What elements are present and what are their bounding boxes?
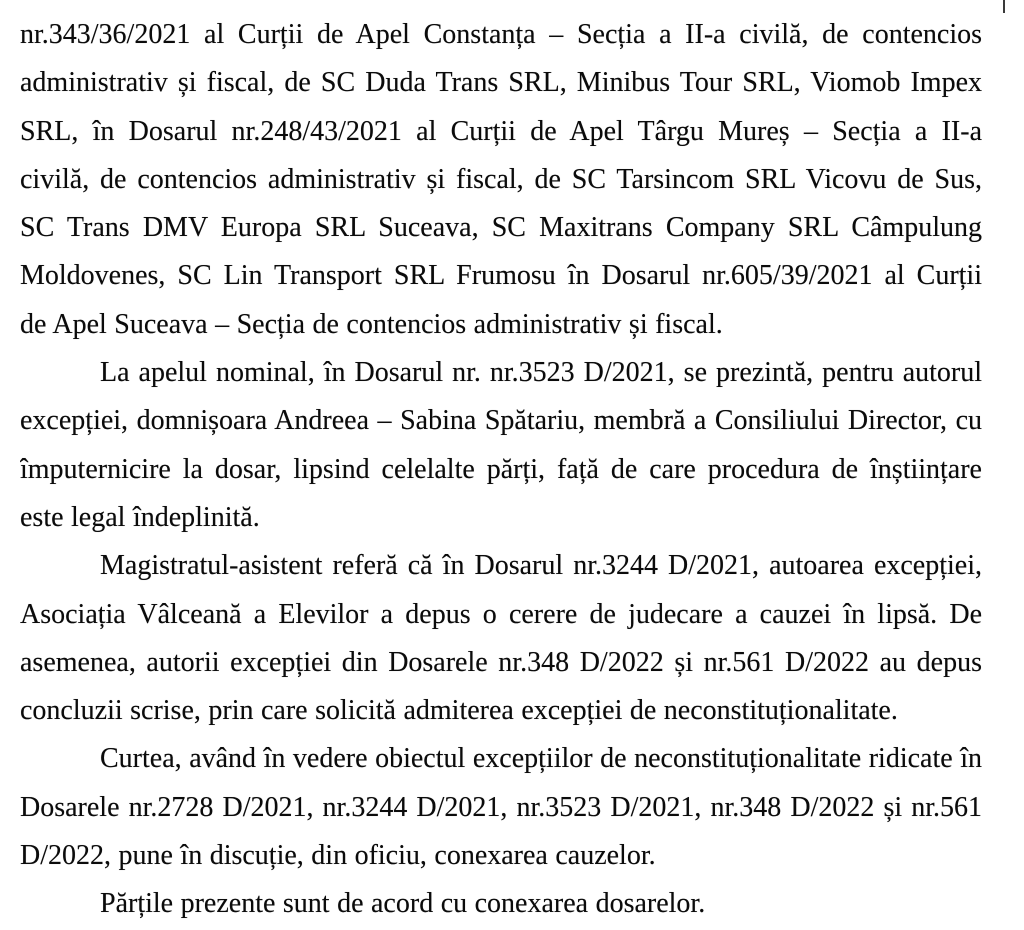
paragraph (20, 880, 982, 928)
document-body (20, 11, 982, 929)
paragraph (20, 735, 982, 880)
text-line: Moldovenes, SC Lin Transport SRL Frumosu în Dosarul nr.605/39/2021 al Curții (20, 260, 982, 292)
text-line: concluzii scrise, prin care solicită admiterea excepției de neconstituționalitate. (20, 695, 898, 727)
text-line: de Apel Suceava – Secția de contencios administrativ și fiscal. (20, 308, 723, 340)
text-line: împuternicire la dosar, lipsind celelalte părți, față de care procedura de înștiințare (20, 453, 982, 485)
text-line: Dosarele nr.2728 D/2021, nr.3244 D/2021, nr.3523 D/2021, nr.348 D/2022 și nr.561 (20, 791, 982, 823)
text-line: este legal îndeplinită. (20, 501, 260, 533)
paragraph (20, 542, 982, 735)
scan-artifact (1003, 0, 1005, 13)
text-line: Părțile prezente sunt de acord cu conexarea dosarelor. (100, 888, 706, 920)
text-line: Asociația Vâlceană a Elevilor a depus o cerere de judecare a cauzei în lipsă. De (20, 598, 982, 630)
paragraph (20, 349, 982, 542)
text-line: asemenea, autorii excepției din Dosarele nr.348 D/2022 și nr.561 D/2022 au depus (20, 646, 982, 678)
text-line: SRL, în Dosarul nr.248/43/2021 al Curții de Apel Târgu Mureș – Secția a II-a (20, 115, 982, 147)
text-line: civilă, de contencios administrativ și fiscal, de SC Tarsincom SRL Vicovu de Sus, (20, 163, 982, 195)
paragraph (20, 11, 982, 349)
text-line: Magistratul-asistent referă că în Dosarul nr.3244 D/2021, autoarea excepției, (100, 550, 982, 582)
text-line: administrativ și fiscal, de SC Duda Trans SRL, Minibus Tour SRL, Viomob Impex (20, 67, 982, 99)
text-line: nr.343/36/2021 al Curții de Apel Constanța – Secția a II-a civilă, de contencios (20, 19, 982, 50)
text-line: La apelul nominal, în Dosarul nr. nr.3523 D/2021, se prezintă, pentru autorul (100, 357, 982, 389)
text-line: D/2022, pune în discuție, din oficiu, conexarea cauzelor. (20, 840, 656, 872)
text-line: Curtea, având în vedere obiectul excepțiilor de neconstituționalitate ridicate în (100, 743, 982, 775)
text-line: excepției, domnișoara Andreea – Sabina Spătariu, membră a Consiliului Director, cu (20, 405, 982, 437)
text-line: SC Trans DMV Europa SRL Suceava, SC Maxitrans Company SRL Câmpulung (20, 212, 982, 244)
